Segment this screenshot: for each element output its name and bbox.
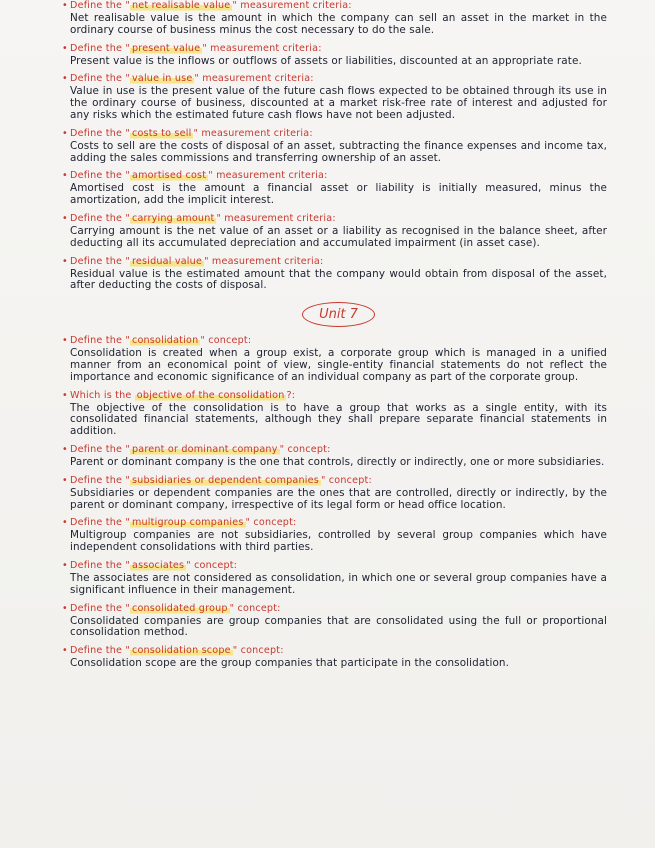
note-entry <box>62 127 607 165</box>
note-entry <box>62 42 607 68</box>
note-entry <box>62 73 607 121</box>
note-heading <box>62 475 607 487</box>
note-body: Carrying amount is the net value of an asset or a liability as recognised in the balance sheet, after deducting all its accumulated depreciation and accumulated impairment (in asset case). <box>70 224 607 249</box>
note-body: The objective of the consolidation is to have a group that works as a single entity, with its consolidated financial statements, although they shall prepare separate financial statements in addition. <box>70 401 607 438</box>
note-entry <box>62 170 607 207</box>
note-heading <box>62 0 607 12</box>
note-heading-text: Define the " value in use " measurement criteria: <box>70 73 314 85</box>
highlighted-term-mark: net realisable value <box>131 0 231 11</box>
bullet-icon: • <box>62 443 68 455</box>
note-body: Amortised cost is the amount a financial asset or liability is initially measured, minus the amortization, add the implicit interest. <box>70 182 607 207</box>
note-body: Net realisable value is the amount in which the company can sell an asset in the market in the ordinary course of business minus the cost necessary to do the sale. <box>70 12 607 36</box>
note-heading <box>62 603 607 615</box>
highlighted-term-mark: multigroup companies <box>131 517 244 529</box>
note-body: Consolidation scope are the group companies that participate in the consolidation. <box>70 657 509 670</box>
note-body: Consolidation is created when a group exist, a corporate group which is managed in a unified manner from an economical point of view, single-entity financial statements do not reflect the importance and economic significance of an individual company as part of the corporate group. <box>70 347 607 383</box>
note-heading-text: Define the " consolidated group " concept: <box>70 602 281 614</box>
unit-title: Unit 7 <box>302 302 375 327</box>
note-entry <box>62 0 607 37</box>
note-heading-text: Define the " present value " measurement criteria: <box>70 42 322 54</box>
note-body: Costs to sell are the costs of disposal of an asset, subtracting the finance expenses and income tax, adding the sales commissions and transferring ownership of an asset. <box>70 139 607 164</box>
bullet-icon: • <box>62 127 68 139</box>
note-body: Value in use is the present value of the future cash flows expected to be obtained through its use in the ordinary course of business, discounted at a market risk-free rate of interest and adjusted for any risks which the estimated future cash flows have not been adjusted. <box>70 85 607 121</box>
highlighted-term-mark: consolidated group <box>131 602 228 614</box>
bullet-icon: • <box>62 517 68 529</box>
bullet-icon: • <box>62 645 68 657</box>
note-heading-text: Define the " consolidation " concept: <box>70 335 252 347</box>
note-heading <box>62 43 607 55</box>
highlighted-term-mark: associates <box>131 559 185 571</box>
highlighted-term-mark: present value <box>131 42 201 54</box>
note-heading-text: Define the " carrying amount " measurement criteria: <box>70 212 336 224</box>
note-entry <box>62 255 607 293</box>
bullet-icon: • <box>62 73 68 85</box>
note-body: Consolidated companies are group companies that are consolidated using the full or proportional consolidation method. <box>70 614 607 639</box>
note-heading-text: Define the " parent or dominant company " concept: <box>70 443 331 455</box>
highlighted-term-mark: objective of the consolidation <box>136 389 285 401</box>
note-heading <box>62 128 607 140</box>
note-entry <box>62 474 607 512</box>
highlighted-term-mark: residual value <box>131 255 203 267</box>
note-heading-text: Define the " multigroup companies " concept: <box>70 517 297 529</box>
bullet-icon: • <box>62 212 68 224</box>
highlighted-term-mark: carrying amount <box>131 212 215 224</box>
consolidation-section <box>62 335 607 670</box>
note-entry <box>62 443 607 469</box>
highlighted-term-mark: consolidation <box>131 335 199 347</box>
note-body: Parent or dominant company is the one that controls, directly or indirectly, one or more subsidiaries. <box>70 455 605 468</box>
note-body: Multigroup companies are not subsidiaries, controlled by several group companies which have independent consolidations with third parties. <box>70 529 607 554</box>
note-entry <box>62 559 607 597</box>
note-heading <box>62 256 607 268</box>
note-heading <box>62 444 607 456</box>
bullet-icon: • <box>62 389 68 401</box>
note-heading <box>62 517 607 529</box>
note-body: Subsidiaries or dependent companies are the ones that are controlled, directly or indirectly, by the parent or dominant company, irrespective of its legal form or head office location. <box>70 486 607 511</box>
note-body: The associates are not considered as consolidation, in which one or several group companies have a significant influence in their management. <box>70 571 607 596</box>
bullet-icon: • <box>62 474 68 486</box>
note-heading-text: Define the " costs to sell " measurement criteria: <box>70 127 313 139</box>
highlighted-term-mark: consolidation scope <box>131 645 231 657</box>
note-heading-text: Which is the objective of the consolidation ?: <box>70 389 296 401</box>
bullet-icon: • <box>62 255 68 267</box>
note-entry <box>62 335 607 383</box>
note-entry <box>62 212 607 250</box>
note-body: Residual value is the estimated amount that the company would obtain from disposal of the asset, after deducting the costs of disposal. <box>70 267 607 292</box>
bullet-icon: • <box>62 170 68 182</box>
bullet-icon: • <box>62 0 68 11</box>
note-entry <box>62 389 607 438</box>
note-heading <box>62 390 607 402</box>
highlighted-term-mark: amortised cost <box>131 170 207 182</box>
note-heading <box>62 73 607 85</box>
note-heading <box>62 645 607 657</box>
bullet-icon: • <box>62 559 68 571</box>
highlighted-term-mark: parent or dominant company <box>131 443 278 455</box>
measurement-criteria-section <box>62 0 607 292</box>
note-heading-text: Define the " amortised cost " measurement criteria: <box>70 170 328 182</box>
highlighted-term-mark: value in use <box>131 73 193 85</box>
note-entry <box>62 517 607 554</box>
bullet-icon: • <box>62 42 68 54</box>
note-heading <box>62 335 607 347</box>
note-heading-text: Define the " net realisable value " measurement criteria: <box>70 0 352 11</box>
note-heading <box>62 560 607 572</box>
highlighted-term-mark: subsidiaries or dependent companies <box>131 474 319 486</box>
note-heading-text: Define the " consolidation scope " concept: <box>70 645 284 657</box>
note-heading <box>62 213 607 225</box>
bullet-icon: • <box>62 602 68 614</box>
note-heading-text: Define the " residual value " measurement criteria: <box>70 255 324 267</box>
highlighted-term-mark: costs to sell <box>131 127 192 139</box>
note-heading <box>62 170 607 182</box>
note-heading-text: Define the " associates " concept: <box>70 559 238 571</box>
note-body: Present value is the inflows or outflows of assets or liabilities, discounted at an appropriate rate. <box>70 54 582 67</box>
bullet-icon: • <box>62 335 68 347</box>
unit-header <box>70 302 607 327</box>
note-entry <box>62 645 607 670</box>
note-heading-text: Define the " subsidiaries or dependent companies " concept: <box>70 474 372 486</box>
note-entry <box>62 602 607 640</box>
